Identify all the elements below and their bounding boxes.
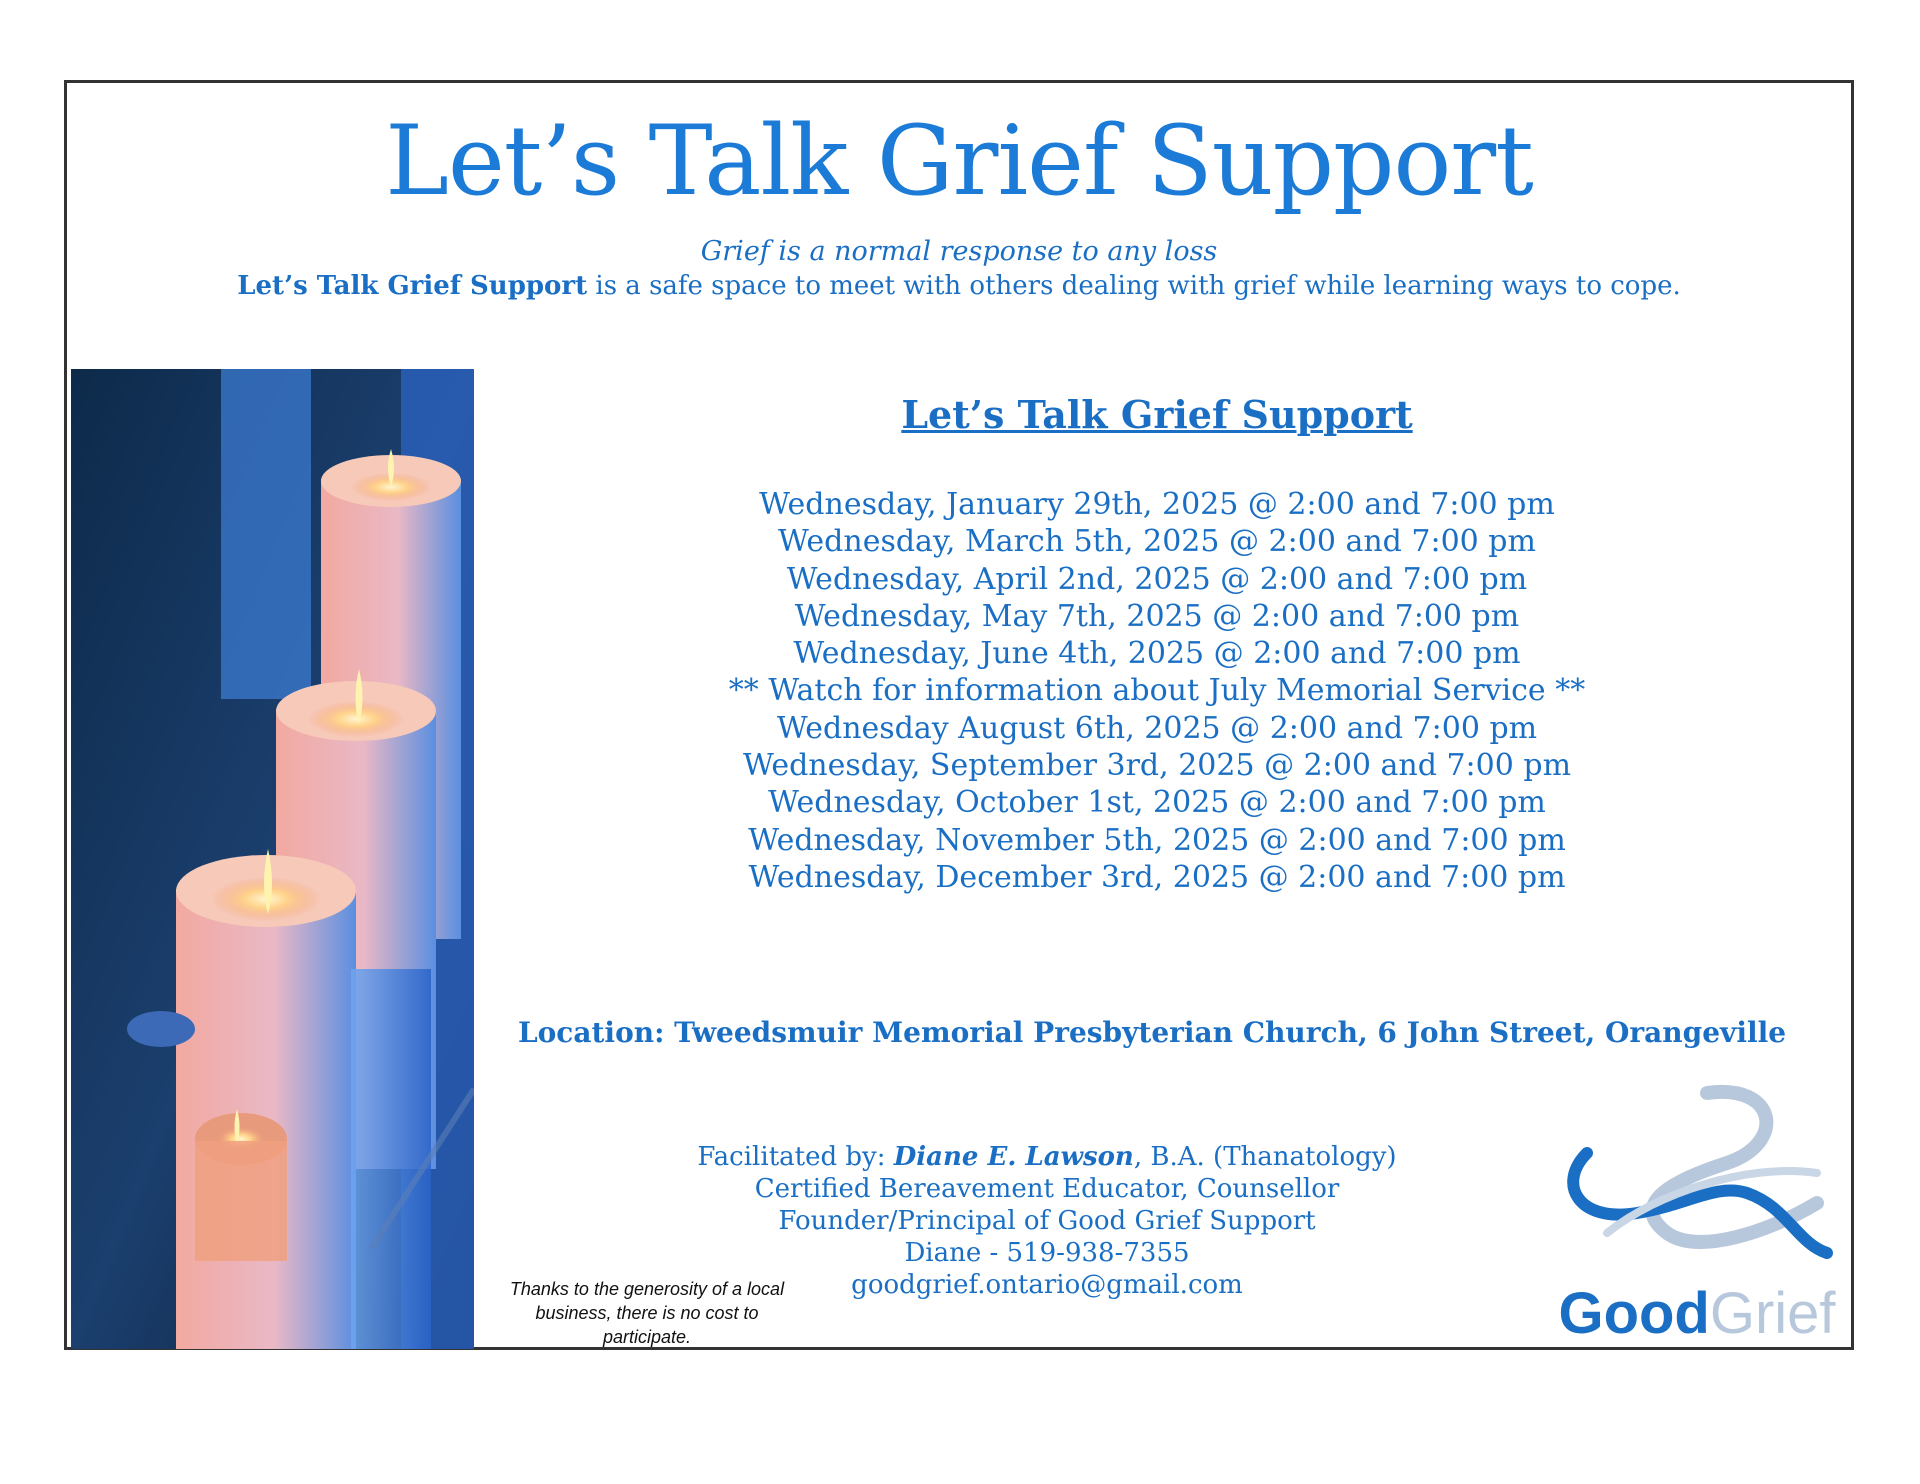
schedule-heading: Let’s Talk Grief Support — [901, 392, 1413, 437]
thanks-note: Thanks to the generosity of a local business, there is no cost to participate. — [509, 1279, 785, 1347]
logo-word-good: Good — [1558, 1281, 1710, 1346]
intro-text — [67, 269, 1851, 303]
date-row: Wednesday, December 3rd, 2025 @ 2:00 and 7:00 pm — [748, 859, 1566, 895]
facilitator-email: goodgrief.ontario@gmail.com — [851, 1270, 1243, 1300]
subtitle: Grief is a normal response to any loss — [700, 236, 1218, 267]
candles-image — [71, 369, 474, 1349]
facilitator-credentials: , B.A. (Thanatology) — [1133, 1142, 1397, 1172]
logo-word-grief: Grief — [1709, 1281, 1836, 1346]
facilitator-prefix: Facilitated by: — [697, 1142, 894, 1172]
flyer-frame — [64, 80, 1854, 1350]
logo-text — [1547, 1281, 1847, 1347]
date-row: Wednesday, November 5th, 2025 @ 2:00 and 7:00 pm — [748, 822, 1566, 858]
date-row: Wednesday, May 7th, 2025 @ 2:00 and 7:00 pm — [794, 598, 1520, 634]
facilitator-name: Diane E. Lawson — [893, 1142, 1134, 1172]
date-row: Wednesday August 6th, 2025 @ 2:00 and 7:00 pm — [776, 710, 1538, 746]
facilitator-line — [637, 1141, 1457, 1173]
schedule-dates — [487, 486, 1827, 896]
page-title: Let’s Talk Grief Support — [385, 105, 1533, 217]
date-row: Wednesday, October 1st, 2025 @ 2:00 and 7:00 pm — [768, 785, 1546, 821]
intro-bold: Let’s Talk Grief Support — [237, 271, 588, 301]
memorial-notice: ** Watch for information about July Memorial Service ** — [728, 673, 1586, 709]
date-row: Wednesday, April 2nd, 2025 @ 2:00 and 7:00 pm — [786, 561, 1528, 597]
facilitator-role: Founder/Principal of Good Grief Support — [778, 1206, 1316, 1236]
date-row: Wednesday, March 5th, 2025 @ 2:00 and 7:00 pm — [778, 524, 1536, 560]
date-row: Wednesday, September 3rd, 2025 @ 2:00 and 7:00 pm — [742, 748, 1572, 784]
intro-rest: is a safe space to meet with others dealing with grief while learning ways to cope. — [587, 271, 1681, 301]
date-row: Wednesday, June 4th, 2025 @ 2:00 and 7:00 pm — [793, 636, 1521, 672]
location-text: Location: Tweedsmuir Memorial Presbyterian Church, 6 John Street, Orangeville — [517, 1016, 1787, 1049]
good-grief-logo — [1547, 1083, 1847, 1347]
ribbon-icon — [1547, 1083, 1847, 1283]
date-row: Wednesday, January 29th, 2025 @ 2:00 and 7:00 pm — [759, 487, 1555, 522]
facilitator-title: Certified Bereavement Educator, Counsellor — [754, 1174, 1340, 1204]
facilitator-phone: Diane - 519-938-7355 — [904, 1238, 1190, 1268]
